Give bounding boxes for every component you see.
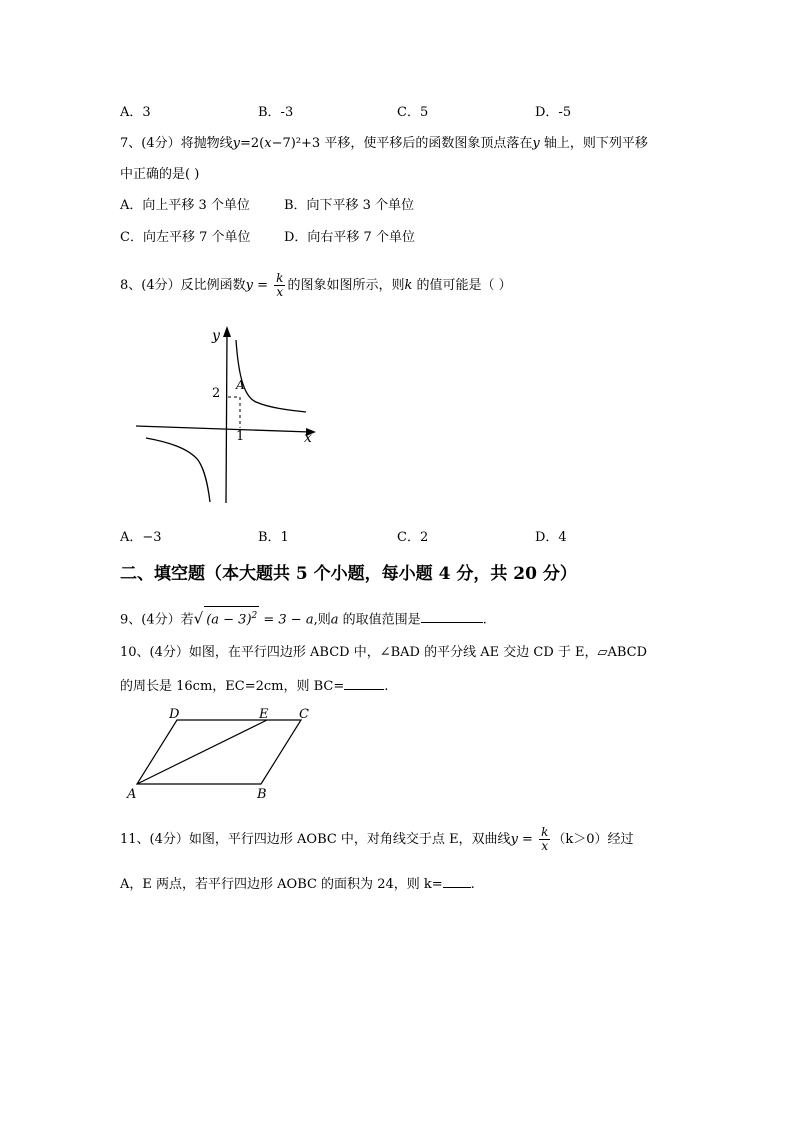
q8-y: y [245, 278, 253, 293]
q7-option-d: D．向右平移 7 个单位 [284, 230, 415, 245]
q8-suffix: 的图象如图所示，则 [287, 278, 405, 293]
graph-x-label: x [304, 430, 312, 446]
q7-eq-y: y [232, 136, 240, 151]
q8-eq: = [252, 278, 273, 293]
q10-answer-blank [344, 676, 384, 690]
q9-answer-blank [421, 609, 483, 623]
q6-option-a: A．3 [120, 105, 151, 120]
q7-eq-x: x [264, 136, 272, 151]
graph-tick-1: 1 [236, 429, 245, 444]
q8-option-a: A．−3 [120, 530, 162, 545]
q9-rhs: = 3 − [259, 612, 306, 628]
x-axis-line [136, 426, 310, 432]
q11-prefix: 11、(4分）如图，平行四边形 AOBC 中，对角线交于点 E，双曲线 [120, 832, 511, 847]
q10-question: 10、(4分）如图，在平行四边形 ABCD 中，∠BAD 的平分线 AE 交边 CD 于 E，▱ABCD [120, 645, 648, 660]
radical-sign-icon: √ [193, 609, 204, 628]
q9-suffix: 的取值范围是 [338, 612, 421, 628]
q7-question-line2: 中正确的是( ) [120, 167, 200, 182]
q11-numerator: k [541, 825, 549, 839]
q11-question-line2 [120, 874, 475, 894]
q6-option-c: C．5 [397, 105, 429, 120]
label-d: D [169, 707, 180, 722]
q7-eq-tail: −7)²+3 平移，使平移后的函数图象顶点落在 [271, 136, 533, 151]
q8-prefix: 8、(4分）反比例函数 [120, 278, 246, 293]
q8-option-b: B．1 [258, 530, 289, 545]
graph-point-a-label: A [236, 378, 245, 392]
q11-question [120, 826, 634, 853]
y-axis-line [226, 334, 227, 503]
q7-prefix: 7、(4分）将抛物线 [120, 136, 233, 151]
q6-option-d: D．-5 [535, 105, 572, 120]
graph-y-label: y [212, 328, 220, 344]
q8-question [120, 272, 512, 299]
q11-line2-text: A，E 两点，若平行四边形 AOBC 的面积为 24，则 k= [120, 877, 443, 892]
q11-fraction [539, 826, 550, 853]
q9-question [120, 606, 487, 629]
q9-prefix: 9、(4分）若 [120, 612, 194, 628]
q9-radicand-text: (a − 3) [206, 612, 252, 628]
q7-option-a: A．向上平移 3 个单位 [120, 198, 250, 213]
graph-tick-2: 2 [212, 386, 221, 401]
label-a: A [127, 787, 137, 802]
hyperbola-branch-q3 [146, 438, 210, 502]
q6-option-b: B．-3 [258, 105, 294, 120]
q8-numerator: k [276, 271, 284, 285]
parallelogram-abcd [137, 720, 301, 784]
q11-condition: （k＞0）经过 [552, 832, 634, 847]
q9-a2: a [330, 612, 339, 628]
q9-exponent: 2 [251, 611, 258, 621]
label-e: E [259, 707, 269, 722]
q10-parallelogram-figure [125, 702, 325, 802]
y-axis-arrow-icon [223, 326, 231, 337]
q8-hyperbola-graph [130, 318, 330, 508]
q11-eq: = [517, 832, 538, 847]
q7-question [120, 135, 648, 153]
q8-option-d: D．4 [535, 530, 567, 545]
q7-option-b: B．向下平移 3 个单位 [284, 198, 415, 213]
q8-option-c: C．2 [397, 530, 429, 545]
q10-line2-text: 的周长是 16cm，EC=2cm，则 BC= [120, 679, 345, 694]
q9-period: . [482, 612, 487, 628]
q11-y: y [510, 832, 518, 847]
section-title: 二、填空题（本大题共 5 个小题，每小题 4 分，共 20 分） [120, 564, 577, 584]
q10-question-line2 [120, 676, 388, 696]
q8-suffix2: 的值可能是（ ） [412, 278, 512, 293]
q7-axis-y: y [532, 136, 540, 151]
q7-suffix: 轴上，则下列平移 [539, 136, 648, 151]
q8-fraction [274, 272, 285, 299]
q11-denominator: x [541, 839, 549, 853]
label-c: C [299, 707, 309, 722]
q11-period: . [470, 877, 475, 892]
q11-answer-blank [443, 874, 471, 888]
q7-eq-mid: =2( [239, 136, 265, 151]
q9-radicand [204, 606, 259, 629]
q8-denominator: x [276, 285, 284, 299]
q10-period: . [384, 679, 389, 694]
hyperbola-branch-q1 [236, 340, 306, 412]
q8-k: k [404, 278, 413, 293]
q9-a: a [305, 612, 314, 628]
label-b: B [257, 787, 267, 802]
q9-mid: ,则 [313, 612, 331, 628]
q7-option-c: C．向左平移 7 个单位 [120, 230, 251, 245]
